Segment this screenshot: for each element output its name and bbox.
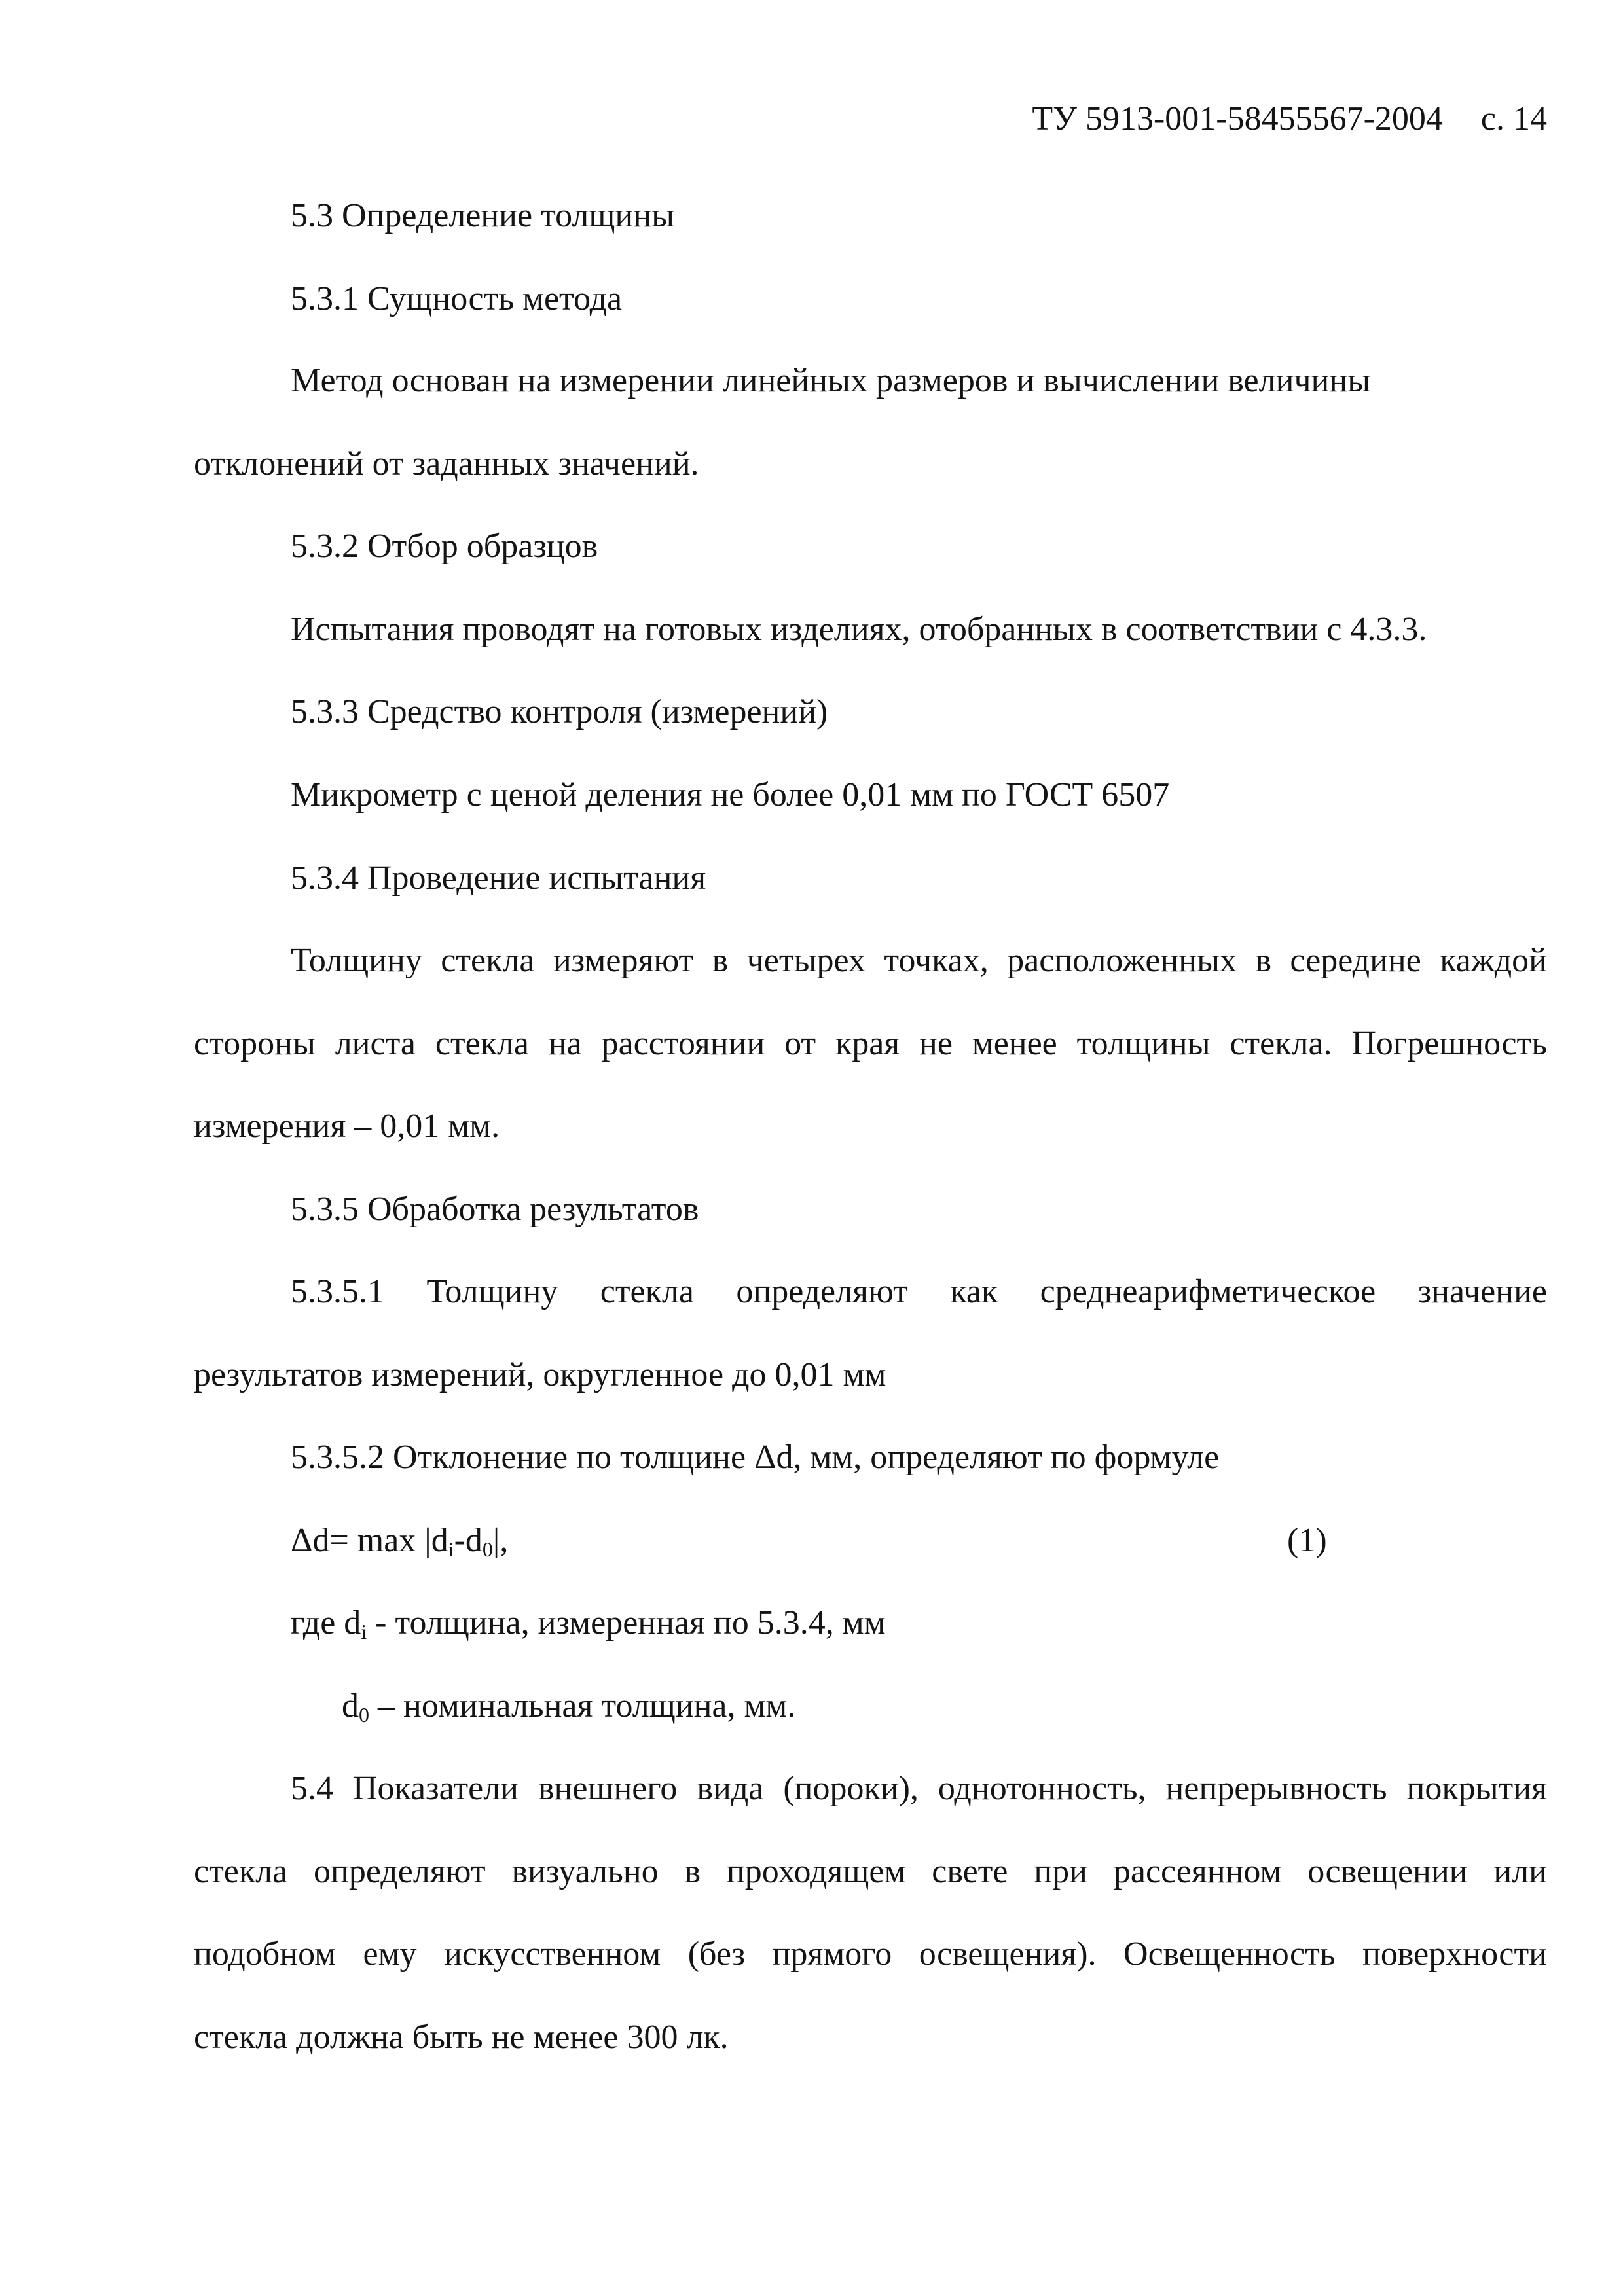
- legend-subscript: i: [361, 1620, 367, 1643]
- formula-subscript: i: [448, 1537, 454, 1561]
- legend-part: где d: [291, 1604, 361, 1641]
- formula: [291, 1520, 508, 1562]
- section-heading-5-3-4: 5.3.4 Проведение испытания: [291, 859, 706, 897]
- formula-legend-d0: [342, 1685, 795, 1727]
- section-heading-5-3-1: 5.3.1 Сущность метода: [291, 280, 623, 317]
- text-line: стекла должна быть не менее 300 лк.: [194, 2018, 729, 2056]
- document-code: ТУ 5913-001-58455567-2004: [1032, 100, 1443, 137]
- page-header: [1032, 98, 1547, 140]
- paragraph-5-4: [194, 1768, 1547, 1810]
- paragraph-5-4-cont: [194, 1933, 1547, 1975]
- paragraph-5-3-2: Испытания проводят на готовых изделиях, отобранных в соответствии с 4.3.3.: [291, 611, 1427, 648]
- text-line: Метод основан на измерении линейных размеров и вычислении величины: [291, 362, 1371, 399]
- paragraph-5-4-cont: [194, 1851, 1547, 1893]
- formula-number: (1): [1287, 1522, 1327, 1559]
- section-heading-5-3: 5.3 Определение толщины: [291, 197, 675, 234]
- section-heading-5-3-2: 5.3.2 Отбор образцов: [291, 528, 598, 565]
- text-line: результатов измерений, округленное до 0,01 мм: [194, 1356, 886, 1393]
- legend-subscript: 0: [359, 1703, 369, 1727]
- text-line: Толщину стекла измеряют в четырех точках, расположенных в середине каждой: [291, 942, 1547, 979]
- text-line: 5.3.5.1 Толщину стекла определяют как среднеарифметическое значение: [291, 1273, 1547, 1310]
- formula-part: |,: [492, 1522, 509, 1559]
- paragraph-5-3-1: [194, 360, 1547, 402]
- paragraph-5-3-5-2: 5.3.5.2 Отклонение по толщине Δd, мм, определяют по формуле: [291, 1439, 1220, 1476]
- section-heading-5-3-5: 5.3.5 Обработка результатов: [291, 1191, 699, 1228]
- paragraph-5-3-4-cont: [194, 1023, 1547, 1065]
- formula-legend-di: [291, 1602, 886, 1644]
- text-line: подобном ему искусственном (без прямого освещения). Освещенность поверхности: [194, 1935, 1547, 1973]
- paragraph-5-3-5-1: [194, 1271, 1547, 1313]
- text-line: стекла определяют визуально в проходящем свете при рассеянном освещении или: [194, 1853, 1547, 1890]
- paragraph-5-3-3: Микрометр с ценой деления не более 0,01 мм по ГОСТ 6507: [291, 776, 1170, 814]
- text-line: стороны листа стекла на расстоянии от края не менее толщины стекла. Погрешность: [194, 1025, 1547, 1062]
- paragraph-5-3-4: [194, 940, 1547, 982]
- text-line: 5.4 Показатели внешнего вида (пороки), однотонность, непрерывность покрытия: [291, 1770, 1547, 1807]
- legend-part: d: [342, 1687, 359, 1725]
- text-line: измерения – 0,01 мм.: [194, 1107, 500, 1145]
- formula-part: -d: [454, 1522, 483, 1559]
- section-heading-5-3-3: 5.3.3 Средство контроля (измерений): [291, 693, 828, 730]
- text-line: отклонений от заданных значений.: [194, 445, 699, 482]
- formula-part: Δd= max |d: [291, 1522, 448, 1559]
- formula-subscript: 0: [482, 1537, 493, 1561]
- legend-part: – номинальная толщина, мм.: [369, 1687, 796, 1725]
- legend-part: - толщина, измеренная по 5.3.4, мм: [367, 1604, 886, 1641]
- page-number: с. 14: [1480, 100, 1547, 137]
